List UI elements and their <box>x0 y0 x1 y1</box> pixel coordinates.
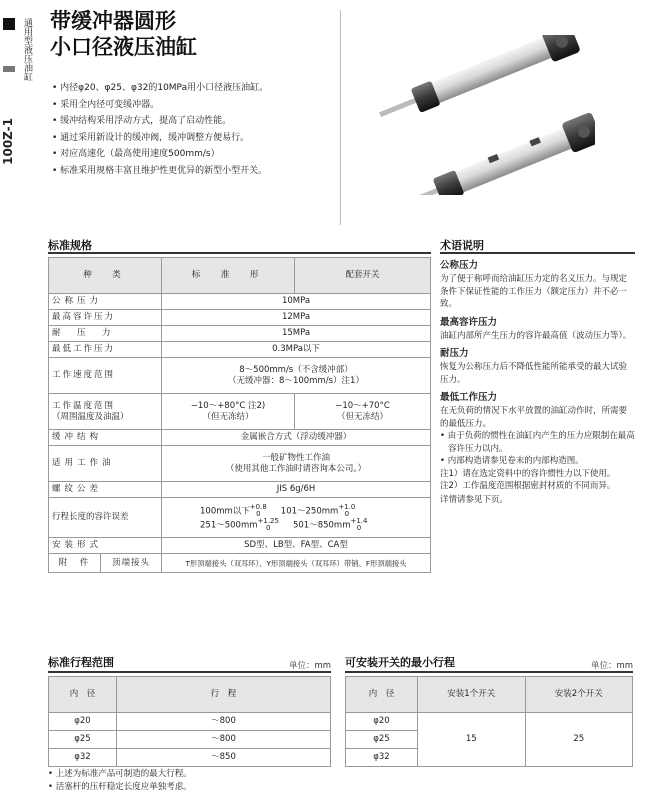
stroke-note: • 上述为标准产品可制造的最大行程。 <box>48 769 192 779</box>
spec-row <box>49 446 431 482</box>
stroke-tol-a1-range: 100mm以下 <box>200 506 250 516</box>
temp-standard-range: −10～+80°C 注2) <box>190 400 266 411</box>
switch-header <box>345 655 633 673</box>
stroke-note: • 活塞杆的压杆稳定长度应单独考虑。 <box>48 782 192 792</box>
stroke-tol-a2-lower: 0 <box>266 523 271 532</box>
piston-rod-upper <box>379 97 418 117</box>
spec-value <box>162 446 431 482</box>
spec-col-type: 种 类 <box>49 258 162 294</box>
product-photo <box>355 35 595 195</box>
stroke-tol-a1-tol <box>250 504 267 518</box>
oil-line-2: （使用其他工作油时请咨询本公司。） <box>225 463 367 474</box>
switch-col-one: 安装1个开关 <box>418 677 526 713</box>
spec-row <box>49 538 431 554</box>
spec-value <box>162 358 431 394</box>
oil-line-1: 一般矿物性工作油 <box>261 452 330 463</box>
spec-label: 适用工作油 <box>49 446 162 482</box>
speed-line-1: 8～500mm/s（不含缓冲部） <box>239 364 353 375</box>
feature-item: • 标准采用规格丰富且维护性更优异的新型小型开关。 <box>52 163 337 180</box>
spec-row <box>49 394 431 430</box>
switch-col-two: 安装2个开关 <box>525 677 633 713</box>
stroke-note-text: 活塞杆的压杆稳定长度应单独考虑。 <box>55 782 192 792</box>
spec-label <box>49 554 162 573</box>
spec-value: SD型、LB型、FA型、CA型 <box>162 538 431 554</box>
switch-header-row <box>346 677 633 713</box>
stroke-value: ～800 <box>117 731 331 749</box>
spec-row <box>49 294 431 310</box>
term-heading: 最高容许压力 <box>440 316 498 328</box>
spec-col-standard: 标 准 形 <box>162 258 295 294</box>
spec-row <box>49 498 431 538</box>
switch-table <box>345 676 633 767</box>
acc-label-wrap <box>49 554 161 572</box>
term-body: 油缸内部所产生压力的容许最高值（波动压力等）。 <box>440 330 632 341</box>
stroke-tol-a2 <box>200 518 279 532</box>
term-heading: 最低工作压力 <box>440 392 498 403</box>
stroke-tol-a1-upper: +0.8 <box>249 502 267 511</box>
term-bullet: • 内部构造请参见卷末的内部构造图。 <box>440 456 584 466</box>
title-line-1: 带缓冲器圆形 <box>50 9 176 33</box>
terms-footer: 详情请参见下页。 <box>440 494 509 505</box>
spec-label: 最高容许压力 <box>49 310 162 326</box>
stroke-note-text: 上述为标准产品可制造的最大行程。 <box>55 769 192 779</box>
terms-title: 术语说明 <box>440 238 635 254</box>
spec-col-switch: 配套开关 <box>295 258 431 294</box>
tube-upper <box>432 37 553 103</box>
stroke-tolerance <box>162 498 431 538</box>
temp-label-2: （周围温度及油温） <box>52 411 129 422</box>
title-line-2: 小口径液压油缸 <box>50 35 197 59</box>
page-title <box>50 8 197 60</box>
stroke-tol-a2-tol <box>258 518 279 532</box>
cylinder-lower-image <box>396 112 595 195</box>
piston-rod-lower <box>401 187 440 195</box>
acc-label-1: 附 件 <box>49 554 101 572</box>
side-code-box <box>1 118 17 178</box>
spec-value: 0.3MPa以下 <box>162 342 431 358</box>
terms-section <box>440 238 635 506</box>
stroke-section <box>48 655 331 767</box>
stroke-table <box>48 676 331 767</box>
term-bullet-text: 内部构造请参见卷末的内部构造图。 <box>447 456 584 466</box>
term-body: 恢复为公称压力后不降低性能所能承受的最大试验压力。 <box>440 362 628 385</box>
temp-switch <box>295 394 431 430</box>
stroke-tol-b2-range: 501～850mm <box>292 520 351 530</box>
spec-label: 螺纹公差 <box>49 482 162 498</box>
stroke-tol-b1-tol <box>338 504 355 518</box>
spec-row <box>49 358 431 394</box>
temp-standard-note: （但无冻结） <box>202 411 254 422</box>
stroke-tol-b2-lower: 0 <box>356 523 362 532</box>
spec-label: 安装形式 <box>49 538 162 554</box>
switch-title: 可安装开关的最小行程 <box>345 656 455 669</box>
spec-value: 金属嵌合方式（浮动缓冲器） <box>162 430 431 446</box>
stroke-tol-a1 <box>200 504 267 518</box>
side-marker-dark <box>3 18 15 30</box>
feature-list <box>52 80 337 180</box>
side-category-label: 通用型液压油缸 <box>22 18 32 81</box>
stroke-col-bore: 内 径 <box>49 677 117 713</box>
stroke-tol-b1 <box>281 504 356 518</box>
feature-item: • 对应高速化（最高使用速度500mm/s） <box>52 146 337 163</box>
spec-value: JIS 6g/6H <box>162 482 431 498</box>
spec-label: 行程长度的容许误差 <box>49 498 162 538</box>
term-bullet: • 由于负荷的惯性在油缸内产生的压力应限制在最高容许压力以内。 <box>440 431 635 454</box>
note-tag: 注2） <box>440 481 463 491</box>
feature-item: • 内径φ20、φ25、φ32的10MPa用小口径液压油缸。 <box>52 80 337 97</box>
stroke-col-stroke: 行 程 <box>117 677 331 713</box>
spec-label: 缓冲结构 <box>49 430 162 446</box>
table-row <box>346 713 633 731</box>
table-row <box>49 749 331 767</box>
stroke-tol-b2-tol <box>350 518 367 532</box>
spec-row <box>49 482 431 498</box>
header-divider <box>340 10 341 225</box>
switch-bore: φ20 <box>346 713 418 731</box>
term-body: 为了便于称呼而给油缸压力定的名义压力。与规定条件下保证性能的工作压力（额定压力）并不必一致。 <box>440 274 628 309</box>
side-page-code: 100Z-1 <box>1 118 15 165</box>
spec-section <box>48 238 431 573</box>
stroke-tol-b1-upper: +1.0 <box>338 502 356 511</box>
term-heading: 耐压力 <box>440 348 469 359</box>
table-row <box>49 731 331 749</box>
spec-label: 耐 压 力 <box>49 326 162 342</box>
spec-label <box>49 394 162 430</box>
term-note <box>440 480 635 493</box>
term-heading: 公称压力 <box>440 260 479 271</box>
spec-value: T形顶端接头（双耳环）、Y形顶端接头（双耳环）带销、F形顶端接头 <box>162 554 431 573</box>
table-row <box>49 713 331 731</box>
stroke-unit: 单位：mm <box>288 661 331 671</box>
switch-section <box>345 655 633 767</box>
stroke-title: 标准行程范围 <box>48 656 114 669</box>
feature-item: • 缓冲结构采用浮动方式，提高了启动性能。 <box>52 113 337 130</box>
spec-label: 工作速度范围 <box>49 358 162 394</box>
spec-row <box>49 554 431 573</box>
term-bullet-text: 由于负荷的惯性在油缸内产生的压力应限制在最高容许压力以内。 <box>447 431 635 454</box>
switch-bore: φ25 <box>346 731 418 749</box>
spec-header-row <box>49 258 431 294</box>
spec-label: 公称压力 <box>49 294 162 310</box>
stroke-tol-a2-range: 251～500mm <box>200 520 258 530</box>
term-note <box>440 468 635 481</box>
temp-switch-note: （但无冻结） <box>336 411 388 422</box>
stroke-tol-a1-lower: 0 <box>256 509 261 518</box>
note-text: 工作温度范围根据密封材质的不同而异。 <box>462 481 616 491</box>
stroke-bore: φ20 <box>49 713 117 731</box>
stroke-tol-b1-lower: 0 <box>344 509 350 518</box>
spec-label: 最低工作压力 <box>49 342 162 358</box>
spec-value: 10MPa <box>162 294 431 310</box>
term-body: 在无负荷的情况下水平放置的油缸动作时，所需要的最低压力。 <box>440 406 628 429</box>
stroke-tol-b1-range: 101～250mm <box>280 506 339 516</box>
side-marker-gray <box>3 66 15 72</box>
spec-title: 标准规格 <box>48 238 431 254</box>
switch-bore: φ32 <box>346 749 418 767</box>
stroke-header-row <box>49 677 331 713</box>
stroke-value: ～800 <box>117 713 331 731</box>
stroke-header <box>48 655 331 673</box>
tube-lower <box>456 128 574 193</box>
switch-col-bore: 内 径 <box>346 677 418 713</box>
cylinder-upper-image <box>374 35 581 130</box>
stroke-tol-a2-upper: +1.25 <box>257 516 279 525</box>
stroke-tol-line-2 <box>200 518 427 532</box>
spec-value: 12MPa <box>162 310 431 326</box>
feature-item: • 通过采用新设计的缓冲阀，缓冲调整方便易行。 <box>52 130 337 147</box>
spec-row <box>49 310 431 326</box>
temp-label-1: 工作温度范围 <box>52 400 116 411</box>
spec-table <box>48 257 431 573</box>
switch-one-value: 15 <box>418 713 526 767</box>
temp-standard <box>162 394 295 430</box>
note-text: 请在选定资料中的容许惯性力以下使用。 <box>462 468 616 479</box>
stroke-tol-b2 <box>293 518 368 532</box>
switch-two-value: 25 <box>525 713 633 767</box>
stroke-tol-line-1 <box>200 504 427 518</box>
speed-line-2: （无缓冲器：8～100mm/s）注1） <box>228 375 364 386</box>
stroke-bore: φ25 <box>49 731 117 749</box>
spec-row <box>49 326 431 342</box>
stroke-notes <box>48 768 192 794</box>
spec-value: 15MPa <box>162 326 431 342</box>
spec-row <box>49 342 431 358</box>
feature-item: • 采用全内径可变缓冲器。 <box>52 97 337 114</box>
temp-switch-range: −10～+70°C <box>335 400 390 411</box>
stroke-tol-b2-upper: +1.4 <box>350 516 368 525</box>
spec-row <box>49 430 431 446</box>
acc-label-2: 顶端接头 <box>111 557 150 568</box>
stroke-value: ～850 <box>117 749 331 767</box>
switch-unit: 单位：mm <box>590 661 633 671</box>
note-tag: 注1） <box>440 468 463 479</box>
stroke-bore: φ32 <box>49 749 117 767</box>
